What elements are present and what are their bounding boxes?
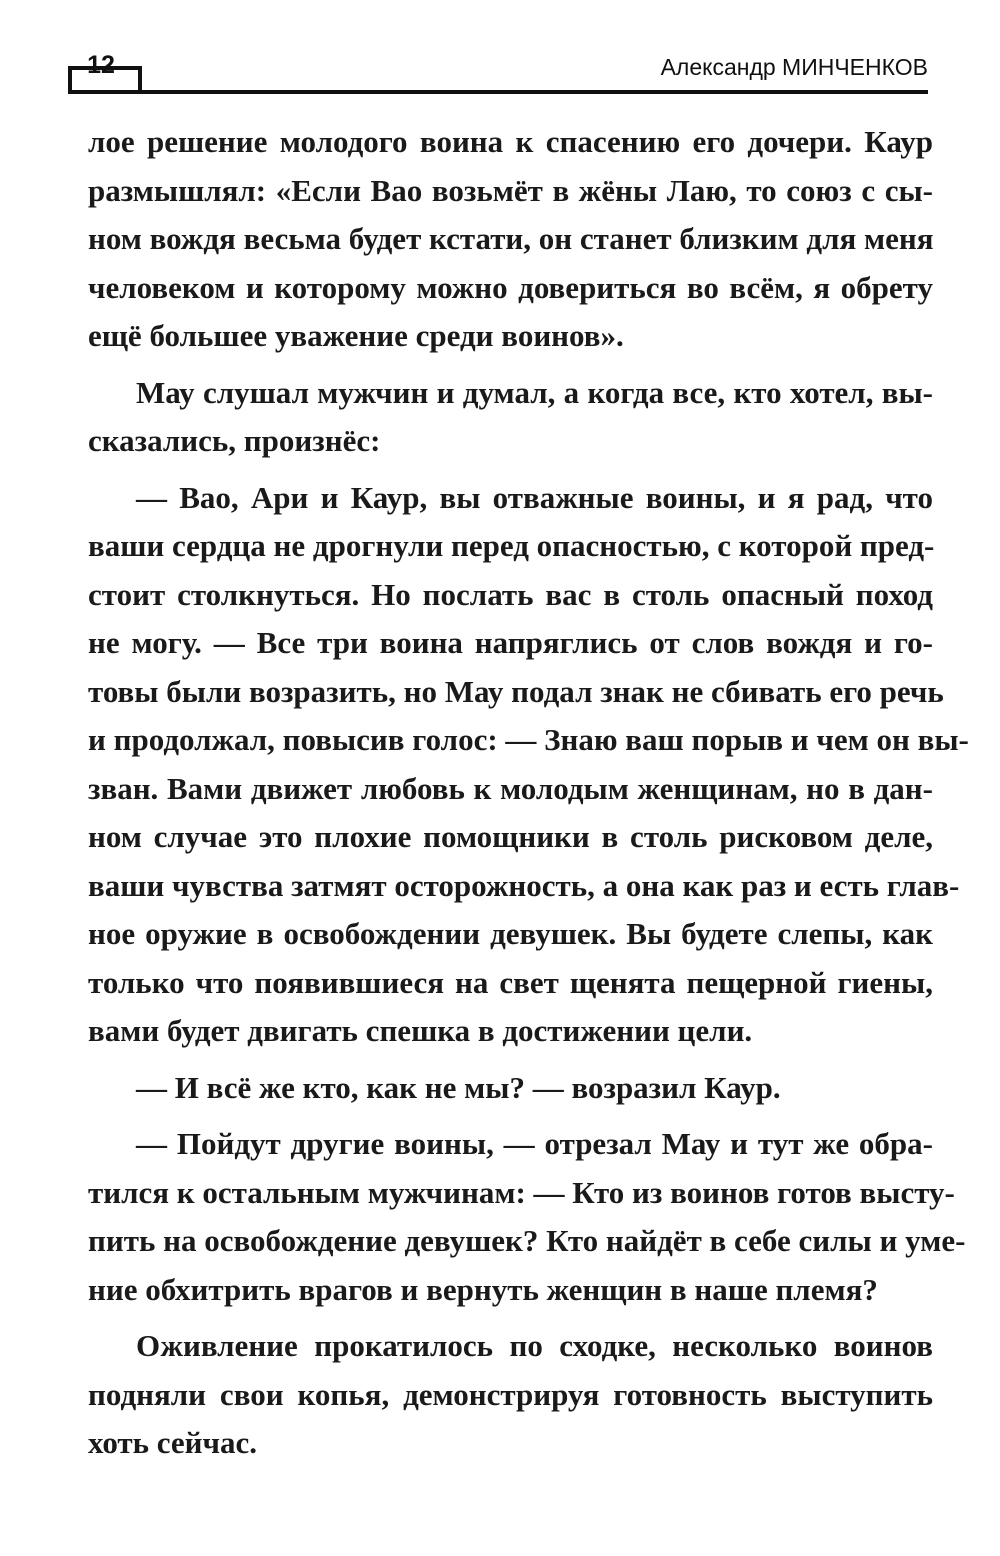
text-line: стоит столкнуться. Но послать вас в столь опасный поход [88,576,933,612]
paragraph [88,369,933,466]
text-line: вами будет двигать спешка в достижении цели. [88,1013,753,1048]
text-line: товы были возразить, но Мау подал знак не сбивать его речь [88,673,944,709]
text-line: лое решение молодого воина к спасению его дочери. Каур [88,124,933,159]
header-rule [68,90,928,94]
text-line: не могу. — Все три воина напряглись от слов вождя и го- [88,625,933,660]
text-line: ваши чувства затмят осторожность, а она как раз и есть глав- [88,867,960,903]
paragraph [88,474,969,1056]
text-line: ещё большее уважение среди воинов». [88,318,624,353]
text-line: пить на освобождение девушек? Кто найдёт в себе силы и уме- [88,1223,966,1258]
text-line: размышлял: «Если Вао возьмёт в жёны Лаю, то союз с сы- [88,172,933,208]
paragraph [88,1322,933,1468]
page-number: 12 [87,51,115,79]
paragraph [88,118,933,361]
text-line: — И всё же кто, как не мы? — возразил Каур. [136,1069,781,1105]
text-line: человеком и которому можно довериться во всём, я обрету [88,269,933,305]
body-text [88,118,969,1468]
text-line: зван. Вами движет любовь к молодым женщинам, но в дан- [88,770,933,806]
text-line: подняли свои копья, демонстрируя готовность выступить [88,1376,933,1412]
paragraph [88,1120,966,1314]
text-line: — Вао, Ари и Каур, вы отважные воины, и я рад, что [136,479,933,515]
running-header-author: Александр МИНЧЕНКОВ [660,54,928,80]
running-header [68,52,928,96]
text-line: тился к остальным мужчинам: — Кто из воинов готов высту- [88,1174,955,1210]
text-line: только что появившиеся на свет щенята пещерной гиены, [88,964,933,1000]
text-line: хоть сейчас. [88,1425,258,1460]
text-line: ние обхитрить врагов и вернуть женщин в наше племя? [88,1271,878,1307]
text-line: ном случае это плохие помощники в столь рисковом деле, [88,819,933,854]
text-line: Мау слушал мужчин и думал, а когда все, кто хотел, вы- [136,374,933,410]
text-line: ное оружие в освобождении девушек. Вы будете слепы, как [88,916,933,951]
text-line: — Пойдут другие воины, — отрезал Мау и тут же обра- [136,1126,933,1161]
text-line: Оживление прокатилось по сходке, несколько воинов [136,1328,933,1363]
text-line: ваши сердца не дрогнули перед опасностью, с которой пред- [88,528,935,563]
paragraph [88,1064,933,1113]
text-line: и продолжал, повысив голос: — Знаю ваш порыв и чем он вы- [88,722,969,757]
text-line: ном вождя весьма будет кстати, он станет близким для меня [88,221,934,256]
text-line: сказались, произнёс: [88,423,381,458]
